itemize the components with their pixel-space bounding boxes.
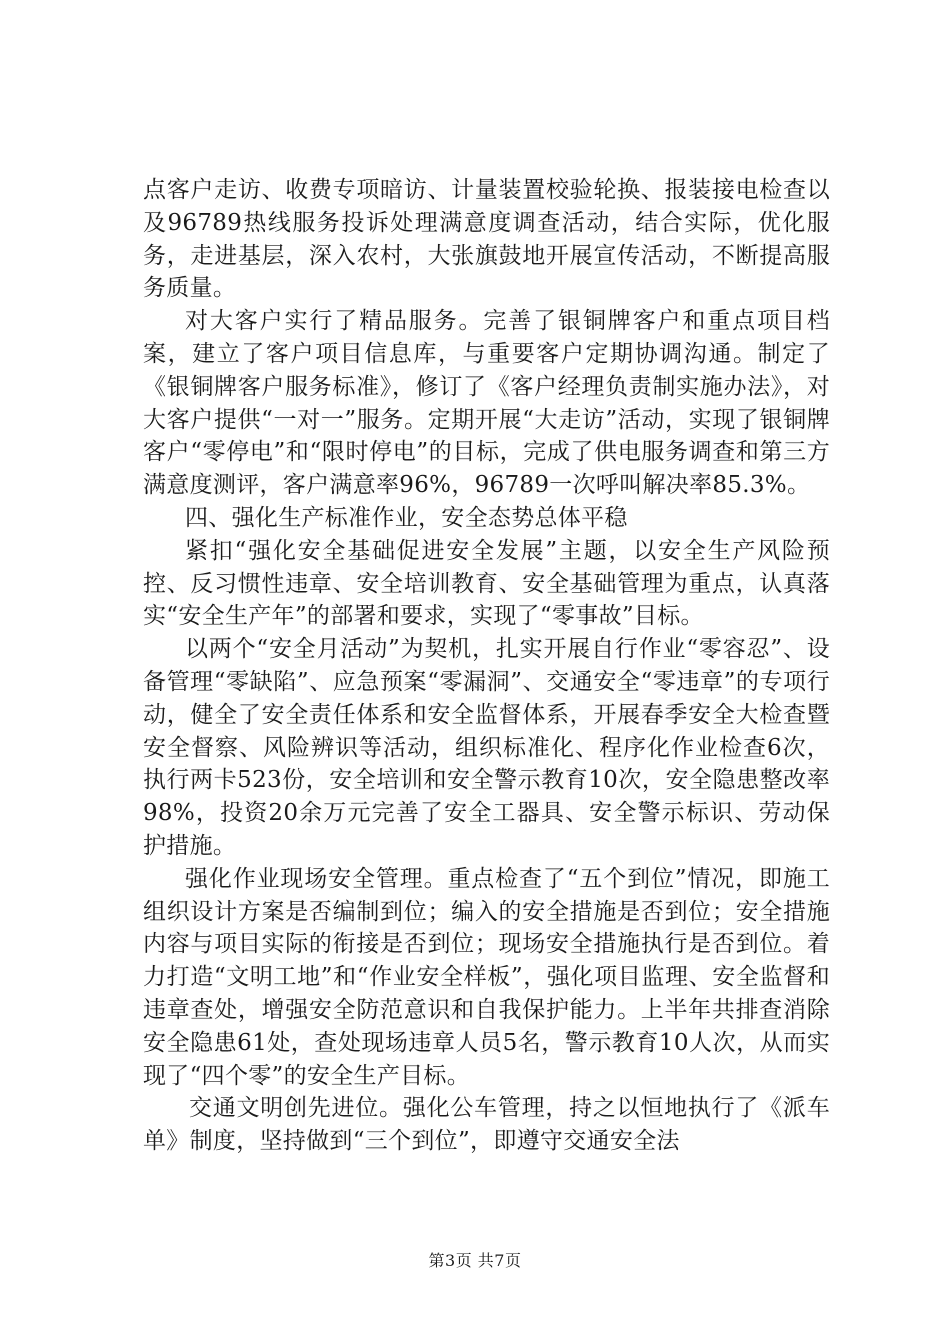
section-heading-safety: 四、强化生产标准作业，安全态势总体平稳 <box>185 504 628 531</box>
page-footer: 第3页 共7页 <box>428 1251 522 1270</box>
paragraph-worksite-safety: 强化作业现场安全管理。重点检查了“五个到位”情况，即施工组织设计方案是否编制到位；编入的安全措施是否到位；安全措施内容与项目实际的衔接是否到位；现场安全措施执行是否到位。着力打造“文明工地”和“作业安全样板”，强化项目监理、安全监督和违章查处，增强安全防范意识和自我保护能力。上半年共排查消除安全隐患61处，查处现场违章人员5名，警示教育10人次，从而实现了“四个零”的安全生产目标。 <box>143 865 830 1089</box>
paragraph-safety-theme: 紧扣“强化安全基础促进安全发展”主题，以安全生产风险预控、反习惯性违章、安全培训教育、安全基础管理为重点，认真落实“安全生产年”的部署和要求，实现了“零事故”目标。 <box>143 537 830 630</box>
paragraph-safety-month: 以两个“安全月活动”为契机，扎实开展自行作业“零容忍”、设备管理“零缺陷”、应急预案“零漏洞”、交通安全“零违章”的专项行动，健全了安全责任体系和安全监督体系，开展春季安全大检查暨安全督察、风险辨识等活动，组织标准化、程序化作业检查6次，执行两卡523份，安全培训和安全警示教育10次，安全隐患整改率98%，投资20余万元完善了安全工器具、安全警示标识、劳动保护措施。 <box>143 636 830 859</box>
document-body <box>143 174 830 1158</box>
paragraph-traffic-safety: 交通文明创先进位。强化公车管理，持之以恒地执行了《派车单》制度，坚持做到“三个到位”，即遵守交通安全法 <box>143 1095 830 1155</box>
paragraph-service-activities: 点客户走访、收费专项暗访、计量装置校验轮换、报装接电检查以及96789热线服务投诉处理满意度调查活动，结合实际，优化服务，走进基层，深入农村，大张旗鼓地开展宣传活动，不断提高服务质量。 <box>143 177 830 302</box>
paragraph-key-account-service: 对大客户实行了精品服务。完善了银铜牌客户和重点项目档案，建立了客户项目信息库，与重要客户定期协调沟通。制定了《银铜牌客户服务标准》，修订了《客户经理负责制实施办法》，对大客户提供“一对一”服务。定期开展“大走访”活动，实现了银铜牌客户“零停电”和“限时停电”的目标，完成了供电服务调查和第三方满意度测评，客户满意率96%，96789一次呼叫解决率85.3%。 <box>143 308 830 499</box>
